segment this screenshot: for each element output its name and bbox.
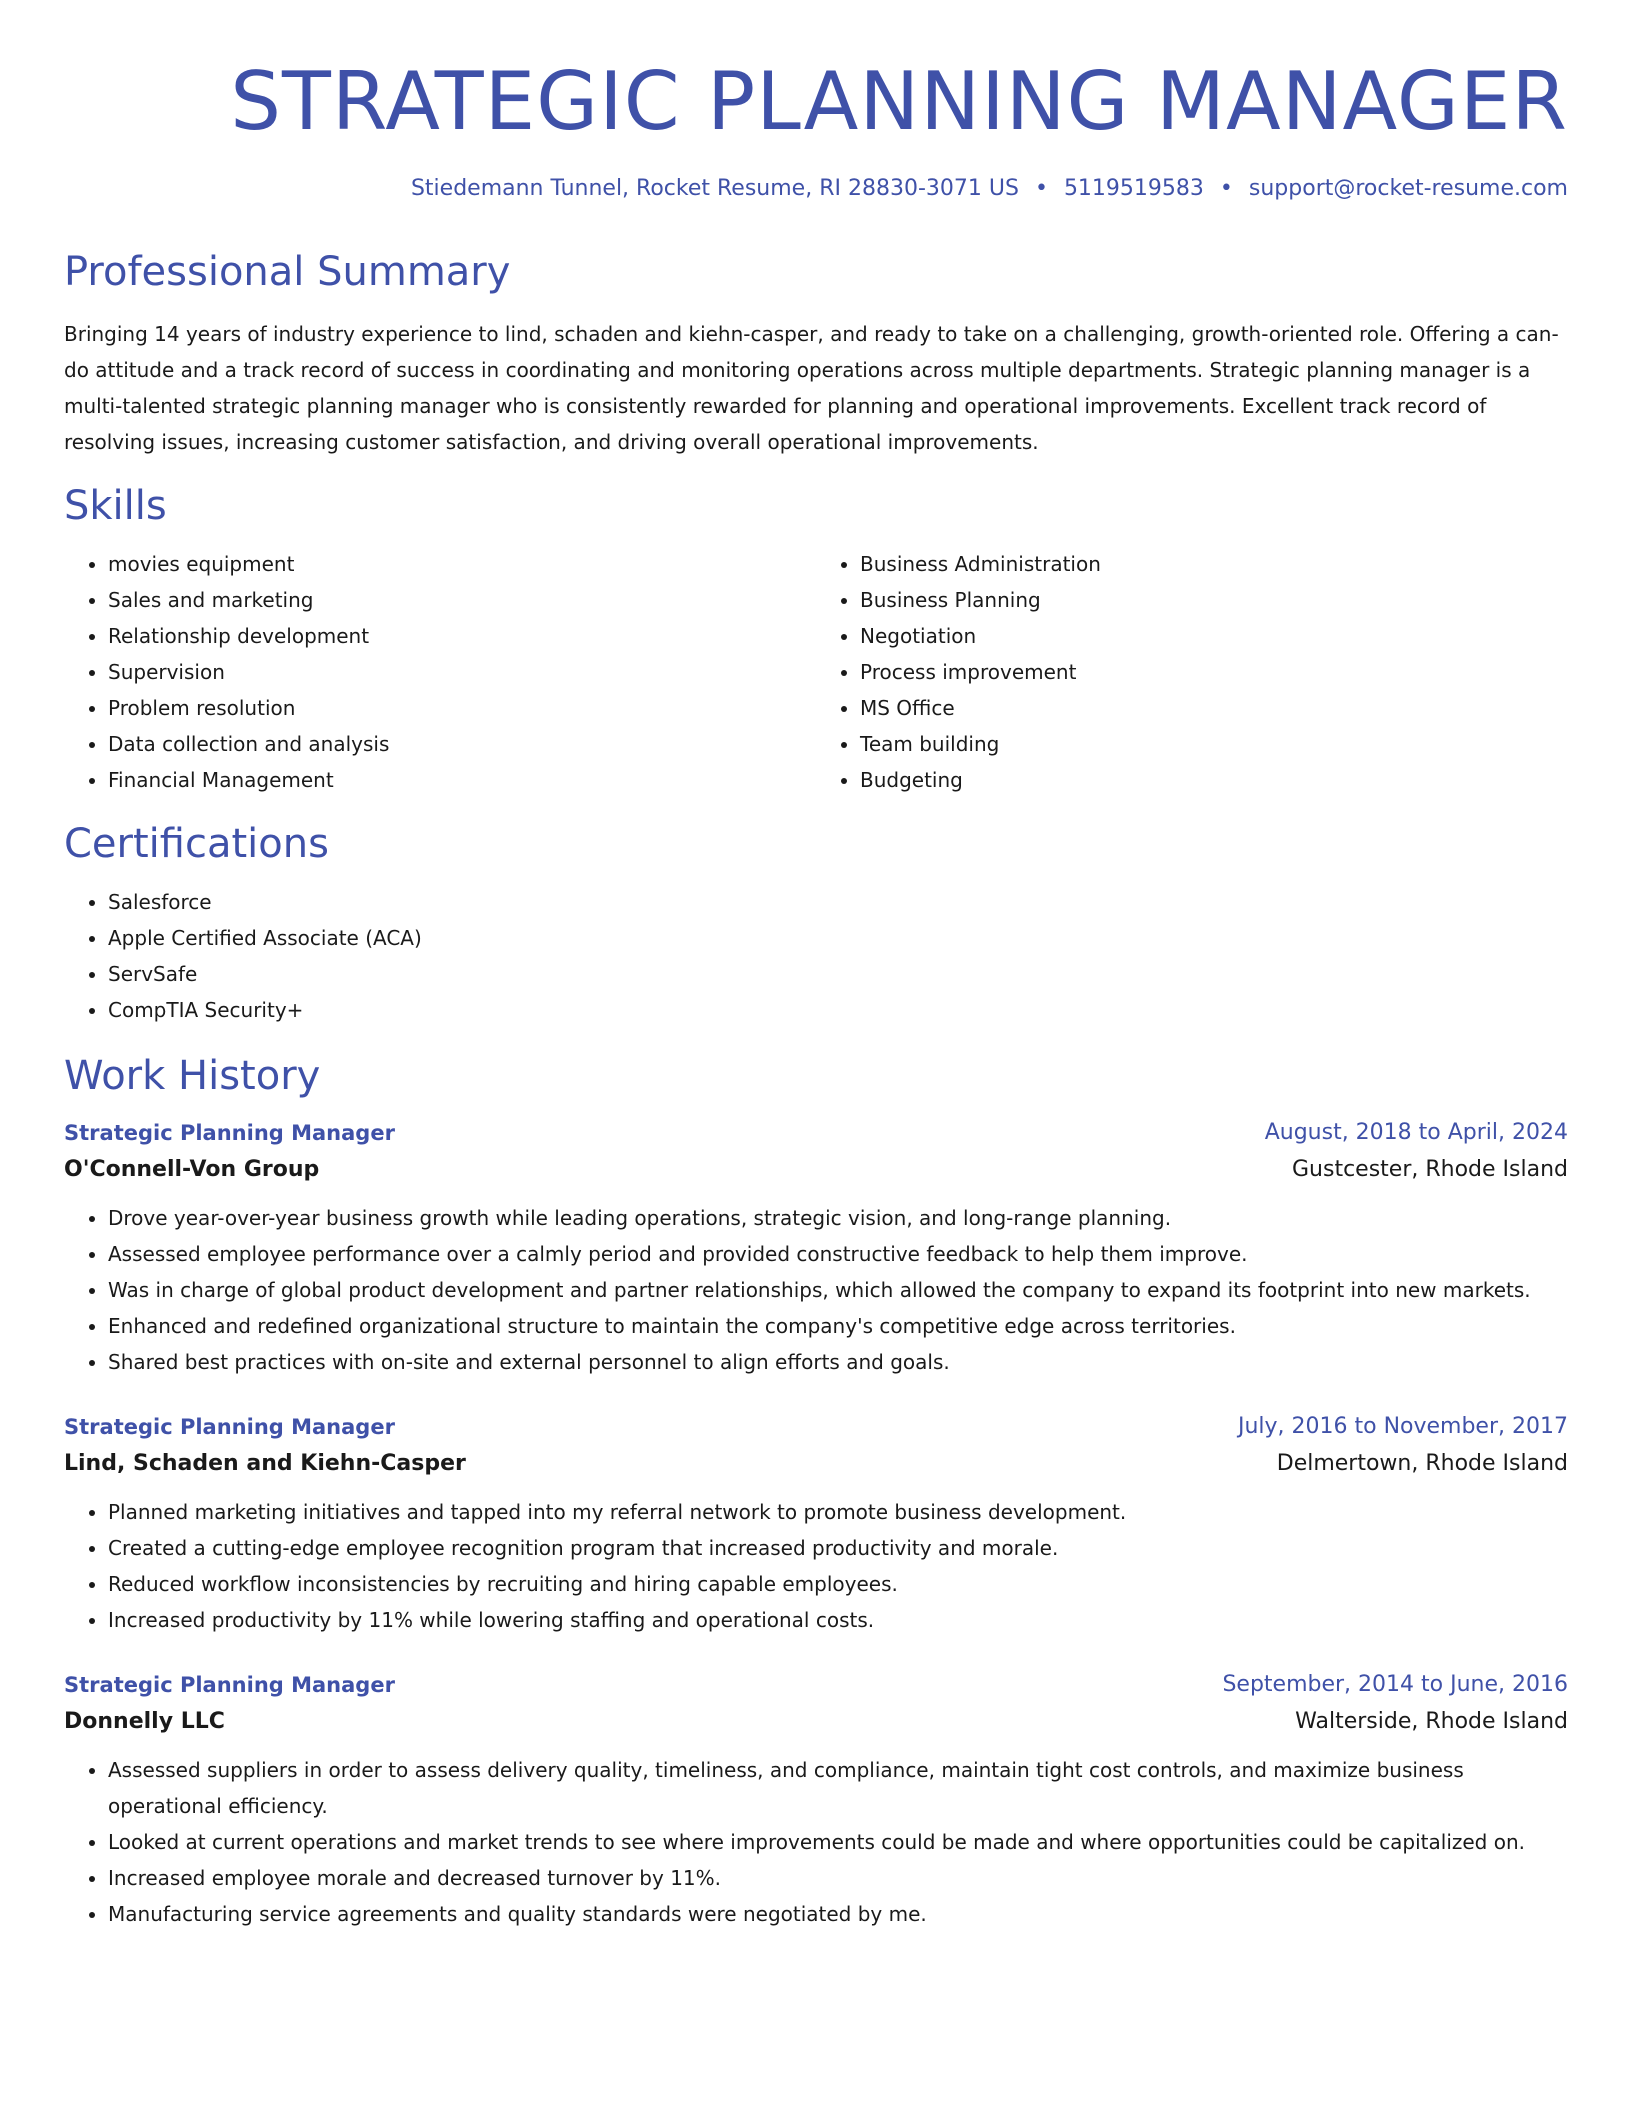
skill-item: • Sales and marketing	[108, 582, 816, 618]
job-bullet: • Assessed employee performance over a calmly period and provided constructive feedback to help them improve.	[108, 1236, 1568, 1272]
job-dates: July, 2016 to November, 2017	[1237, 1414, 1568, 1439]
job-title: Strategic Planning Manager	[64, 1673, 395, 1697]
certification-item: • Salesforce	[108, 884, 1568, 920]
job-bullet: • Enhanced and redefined organizational structure to maintain the company's competitive edge across territories.	[108, 1308, 1568, 1344]
job-company: Donnelly LLC	[64, 1709, 225, 1734]
job-subheader	[64, 1150, 1568, 1190]
contact-address: Stiedemann Tunnel, Rocket Resume, RI 28830-3071 US	[410, 176, 1019, 201]
skill-item: • Business Planning	[860, 582, 1568, 618]
job-bullet: • Manufacturing service agreements and quality standards were negotiated by me.	[108, 1896, 1568, 1932]
job-bullet: • Planned marketing initiatives and tapped into my referral network to promote business development.	[108, 1494, 1568, 1530]
job-bullets	[64, 1200, 1568, 1380]
skill-item: • Team building	[860, 726, 1568, 762]
skill-item: • Negotiation	[860, 618, 1568, 654]
skills-columns	[64, 546, 1568, 798]
job-bullet: • Shared best practices with on-site and external personnel to align efforts and goals.	[108, 1344, 1568, 1380]
work-history-section	[64, 1050, 1568, 1932]
job-bullets	[64, 1494, 1568, 1638]
skills-right-list	[816, 546, 1568, 798]
job-subheader	[64, 1444, 1568, 1484]
skill-item: • Business Administration	[860, 546, 1568, 582]
job-entry	[64, 1116, 1568, 1380]
job-header	[64, 1410, 1568, 1444]
job-title: Strategic Planning Manager	[64, 1415, 395, 1439]
skill-item: • Data collection and analysis	[108, 726, 816, 762]
job-company: O'Connell-Von Group	[64, 1157, 320, 1182]
job-location: Gustcester, Rhode Island	[1292, 1157, 1568, 1182]
skill-item: • movies equipment	[108, 546, 816, 582]
certification-item: • Apple Certified Associate (ACA)	[108, 920, 1568, 956]
job-location: Delmertown, Rhode Island	[1276, 1451, 1568, 1476]
skills-section	[64, 480, 1568, 798]
skill-item: • MS Office	[860, 690, 1568, 726]
job-dates: September, 2014 to June, 2016	[1222, 1672, 1568, 1697]
job-header	[64, 1116, 1568, 1150]
resume-name: STRATEGIC PLANNING MANAGER	[230, 55, 1568, 148]
certification-item: • ServSafe	[108, 956, 1568, 992]
job-bullet: • Assessed suppliers in order to assess delivery quality, timeliness, and compliance, maintain tight cost controls, and maximize business operational efficiency.	[108, 1752, 1568, 1824]
job-dates: August, 2018 to April, 2024	[1264, 1120, 1568, 1145]
contact-phone: 5119519583	[1063, 176, 1204, 201]
skills-heading: Skills	[64, 483, 167, 529]
certifications-list	[64, 884, 1568, 1028]
job-bullets	[64, 1752, 1568, 1932]
job-bullet: • Increased employee morale and decreased turnover by 11%.	[108, 1860, 1568, 1896]
skill-item: • Financial Management	[108, 762, 816, 798]
job-bullet: • Reduced workflow inconsistencies by recruiting and hiring capable employees.	[108, 1566, 1568, 1602]
job-bullet: • Increased productivity by 11% while lowering staffing and operational costs.	[108, 1602, 1568, 1638]
job-location: Walterside, Rhode Island	[1295, 1709, 1568, 1734]
skill-item: • Process improvement	[860, 654, 1568, 690]
contact-line	[64, 174, 1568, 204]
job-bullet: • Looked at current operations and market trends to see where improvements could be made and where opportunities could be capitalized on.	[108, 1824, 1568, 1860]
job-subheader	[64, 1702, 1568, 1742]
summary-text: Bringing 14 years of industry experience to lind, schaden and kiehn-casper, and ready to take on a challenging, growth-oriented role. Offering a can-do attitude and a track record of success in coordinating and monitoring operations across multiple departments. Strategic planning manager is a multi-talented strategic planning manager who is consistently rewarded for planning and operational improvements. Excellent track record of resolving issues, increasing customer satisfaction, and driving overall operational improvements.	[64, 322, 1559, 454]
summary-heading: Professional Summary	[64, 249, 511, 295]
job-entry	[64, 1668, 1568, 1932]
skill-item: • Budgeting	[860, 762, 1568, 798]
job-bullet: • Drove year-over-year business growth while leading operations, strategic vision, and long-range planning.	[108, 1200, 1568, 1236]
skill-item: • Problem resolution	[108, 690, 816, 726]
job-header	[64, 1668, 1568, 1702]
certification-item: • CompTIA Security+	[108, 992, 1568, 1028]
contact-separator: •	[1034, 176, 1048, 201]
job-bullet: • Was in charge of global product development and partner relationships, which allowed the company to expand its footprint into new markets.	[108, 1272, 1568, 1308]
job-company: Lind, Schaden and Kiehn-Casper	[64, 1451, 466, 1476]
job-title: Strategic Planning Manager	[64, 1121, 395, 1145]
job-bullet: • Created a cutting-edge employee recognition program that increased productivity and morale.	[108, 1530, 1568, 1566]
skill-item: • Supervision	[108, 654, 816, 690]
contact-email: support@rocket-resume.com	[1248, 176, 1568, 201]
skill-item: • Relationship development	[108, 618, 816, 654]
certifications-section	[64, 818, 1568, 1028]
skills-left-list	[64, 546, 816, 798]
contact-separator: •	[1219, 176, 1233, 201]
summary-section	[64, 246, 1568, 460]
certifications-heading: Certifications	[64, 821, 329, 867]
work-history-heading: Work History	[64, 1053, 321, 1099]
job-entry	[64, 1410, 1568, 1638]
